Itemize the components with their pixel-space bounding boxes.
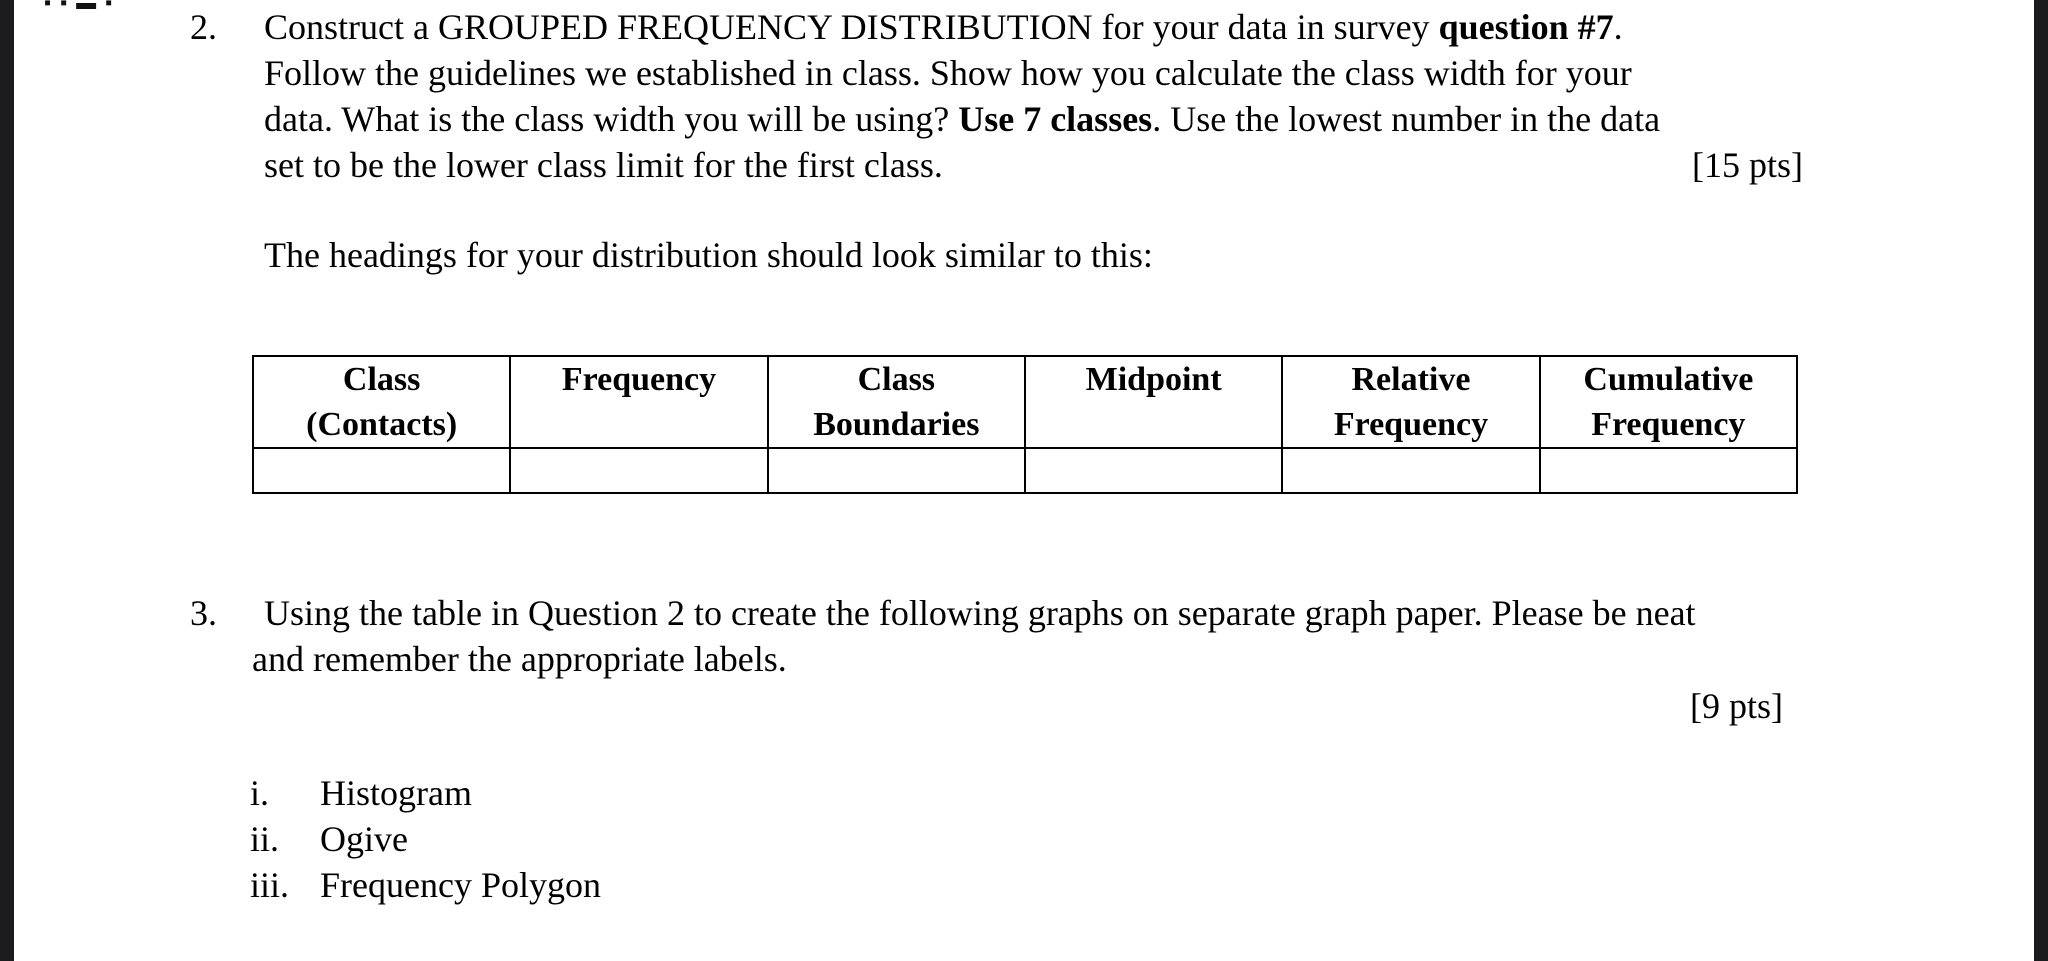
header-cumulative-frequency: Cumulative Frequency (1540, 356, 1797, 448)
list-item-label: Frequency Polygon (320, 865, 601, 905)
table-cell (510, 448, 767, 493)
question-2-line-3: data. What is the class width you will be using? Use 7 classes. Use the lowest number in the data (264, 99, 1661, 139)
list-marker: ii. (250, 819, 280, 859)
table-cell (253, 448, 510, 493)
header-frequency: Frequency (510, 356, 767, 448)
table-header-row (253, 356, 1797, 448)
question-2-text (264, 4, 1660, 188)
question-2-line-4: set to be the lower class limit for the first class. (264, 145, 943, 185)
list-marker: iii. (250, 865, 290, 905)
question-3-line-2: and remember the appropriate labels. (252, 639, 787, 679)
table-cell (1282, 448, 1539, 493)
list-marker: i. (250, 773, 270, 813)
table-cell (1025, 448, 1282, 493)
header-class-contacts: Class (Contacts) (253, 356, 510, 448)
document-page (14, 0, 2034, 961)
headings-intro: The headings for your distribution should look similar to this: (264, 235, 1153, 275)
cropped-previous-line: ▪ ▪ ▬ ▪ (44, 0, 115, 14)
header-class-boundaries: Class Boundaries (768, 356, 1025, 448)
list-item-label: Histogram (320, 773, 472, 813)
table-row (253, 448, 1797, 493)
distribution-table (252, 355, 1798, 494)
list-item-label: Ogive (320, 819, 408, 859)
question-ref: question #7 (1438, 7, 1614, 47)
table-cell (1540, 448, 1797, 493)
class-count-instruction: Use 7 classes (958, 99, 1153, 139)
question-2-line-1: Construct a GROUPED FREQUENCY DISTRIBUTION for your data in survey question #7. (264, 7, 1623, 47)
question-2-line-2: Follow the guidelines we established in class. Show how you calculate the class width for your (264, 53, 1632, 93)
question-3-points: [9 pts] (1690, 686, 1783, 726)
question-3-line-1: Using the table in Question 2 to create the following graphs on separate graph paper. Please be neat (264, 593, 1696, 633)
question-2-number: 2. (190, 7, 217, 47)
header-midpoint: Midpoint (1025, 356, 1282, 448)
header-relative-frequency: Relative Frequency (1282, 356, 1539, 448)
question-3-number: 3. (190, 593, 217, 633)
table-cell (768, 448, 1025, 493)
question-2-points: [15 pts] (1692, 145, 1803, 185)
